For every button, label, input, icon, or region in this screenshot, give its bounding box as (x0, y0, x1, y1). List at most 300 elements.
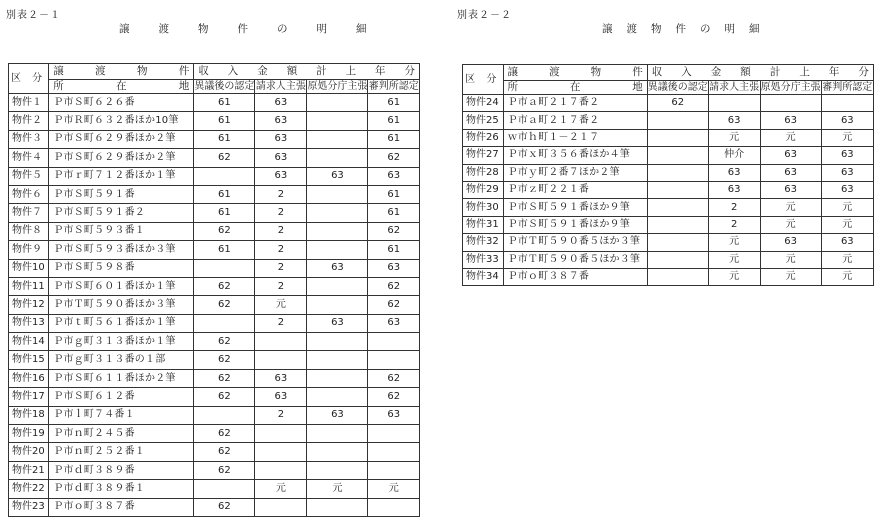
header-char: 計 (769, 66, 781, 79)
cell-location: Ｐ市Ｓ町５９１番ほか９筆 (503, 199, 647, 216)
table-row (9, 425, 420, 443)
cell-tribunal: 62 (368, 388, 420, 406)
header-char: 在 (116, 80, 127, 93)
cell-tribunal (821, 95, 873, 112)
cell-tribunal: 63 (821, 164, 873, 181)
table-row (463, 268, 874, 285)
cell-tribunal: 元 (821, 129, 873, 146)
cell-original: 元 (760, 129, 821, 146)
cell-objection: 61 (194, 241, 255, 259)
table-row (9, 130, 420, 148)
cell-objection: 61 (194, 185, 255, 203)
cell-property-id: 物件18 (9, 406, 49, 424)
cell-claimant: 2 (255, 204, 307, 222)
cell-location: Ｐ市ｔ町５６１番ほか１筆 (49, 314, 194, 332)
cell-objection (194, 406, 255, 424)
transfer-table (8, 63, 420, 517)
cell-original (307, 149, 368, 167)
title-char: 渡 (626, 23, 637, 35)
table-row (9, 314, 420, 332)
cell-claimant: 2 (255, 277, 307, 295)
header-char: 額 (286, 65, 298, 78)
cell-original (307, 277, 368, 295)
cell-location: Ｐ市ｄ町３８９番１ (49, 480, 194, 498)
table-row (463, 234, 874, 251)
table-row (9, 498, 420, 516)
cell-location: Ｐ市ｚ町２２１番 (503, 181, 647, 198)
cell-claimant (255, 443, 307, 461)
cell-property-id: 物件９ (9, 241, 49, 259)
cell-tribunal: 63 (821, 234, 873, 251)
cell-claimant: 63 (708, 164, 760, 181)
table-row (9, 443, 420, 461)
cell-claimant (255, 498, 307, 516)
cell-property-id: 物件３ (9, 130, 49, 148)
table-row (9, 277, 420, 295)
title-char: 渡 (158, 23, 169, 35)
cell-original (307, 94, 368, 112)
page-title (602, 21, 774, 36)
cell-tribunal: 61 (368, 130, 420, 148)
table-row (9, 94, 420, 112)
table-row (9, 241, 420, 259)
cell-property-id: 物件28 (463, 164, 504, 181)
cell-objection (647, 216, 708, 233)
table-row (463, 199, 874, 216)
cell-claimant: 元 (708, 268, 760, 285)
cell-objection: 62 (194, 425, 255, 443)
cell-original: 元 (760, 251, 821, 268)
table-row (463, 129, 874, 146)
cell-location: ｗ市ｈ町１－２１７ (503, 129, 647, 146)
header-char: 入 (227, 65, 239, 78)
cell-tribunal: 元 (821, 216, 873, 233)
cell-objection: 62 (194, 351, 255, 369)
table-row (9, 369, 420, 387)
cell-tribunal: 61 (368, 94, 420, 112)
cell-tribunal: 63 (821, 147, 873, 164)
cell-claimant: 元 (708, 251, 760, 268)
cell-property-id: 物件14 (9, 333, 49, 351)
cell-property-id: 物件33 (463, 251, 504, 268)
cell-original (307, 112, 368, 130)
cell-objection (647, 234, 708, 251)
header-char: 分 (404, 65, 415, 78)
table-row (9, 296, 420, 314)
cell-original: 元 (760, 268, 821, 285)
cell-property-id: 物件34 (463, 268, 504, 285)
title-char: 件 (675, 23, 686, 35)
cell-location: Ｐ市Ｓ町５９３番１ (49, 222, 194, 240)
cell-tribunal: 61 (368, 112, 420, 130)
header-sub-claimant: 請求人主張 (255, 80, 306, 92)
header-char: 年 (375, 65, 386, 78)
cell-tribunal: 63 (368, 314, 420, 332)
cell-location: Ｐ市Ｓ町６１２番 (49, 388, 194, 406)
cell-location: Ｐ市ａ町２１７番２ (503, 95, 647, 112)
cell-property-id: 物件13 (9, 314, 49, 332)
header-char: 所 (507, 81, 519, 94)
cell-property-id: 物件23 (9, 498, 49, 516)
header-amount (647, 65, 873, 81)
sheet-label: 別表２－１ (6, 10, 61, 21)
cell-original (307, 369, 368, 387)
cell-objection: 62 (194, 388, 255, 406)
cell-claimant: 仲介 (708, 147, 760, 164)
cell-objection: 62 (194, 461, 255, 479)
title-char: の (277, 23, 288, 35)
cell-claimant: 2 (255, 222, 307, 240)
header-char: 在 (569, 81, 581, 94)
cell-original (307, 241, 368, 259)
cell-claimant: 2 (255, 314, 307, 332)
cell-location: Ｐ市ｙ町２番７ほか２筆 (503, 164, 647, 181)
table-row (9, 333, 420, 351)
cell-objection: 62 (194, 498, 255, 516)
cell-tribunal: 62 (368, 149, 420, 167)
cell-original (307, 222, 368, 240)
header-item (49, 64, 194, 80)
cell-location: Ｐ市ｎ町２５２番１ (49, 443, 194, 461)
cell-objection: 62 (194, 277, 255, 295)
cell-objection (194, 480, 255, 498)
cell-claimant: 63 (255, 130, 307, 148)
table-row (9, 149, 420, 167)
cell-original (307, 296, 368, 314)
title-char: 譲 (602, 23, 613, 35)
cell-tribunal: 61 (368, 185, 420, 203)
cell-objection (647, 199, 708, 216)
title-char: 譲 (119, 23, 130, 35)
cell-location: Ｐ市ｏ町３８７番 (49, 498, 194, 516)
cell-tribunal: 63 (821, 112, 873, 129)
header-char: 計 (316, 65, 327, 78)
cell-tribunal: 62 (368, 296, 420, 314)
cell-objection (194, 167, 255, 185)
cell-property-id: 物件12 (9, 296, 49, 314)
header-location (503, 81, 647, 95)
cell-tribunal: 63 (368, 167, 420, 185)
cell-tribunal: 61 (368, 204, 420, 222)
cell-original: 63 (760, 181, 821, 198)
cell-location: Ｐ市Ｓ町６２９番ほか２筆 (49, 149, 194, 167)
cell-objection: 62 (194, 149, 255, 167)
header-amount (194, 64, 420, 80)
cell-location: Ｐ市Ｔ町５９０番ほか３筆 (49, 296, 194, 314)
cell-location: Ｐ市Ｓ町６２６番 (49, 94, 194, 112)
cell-objection: 62 (194, 443, 255, 461)
cell-property-id: 物件21 (9, 461, 49, 479)
table-row (463, 216, 874, 233)
cell-original (307, 388, 368, 406)
cell-tribunal: 63 (368, 406, 420, 424)
cell-original (307, 443, 368, 461)
header-char: 渡 (95, 65, 106, 78)
table-row (9, 406, 420, 424)
header-char: 物 (136, 65, 148, 78)
cell-property-id: 物件31 (463, 216, 504, 233)
title-char: 件 (237, 23, 248, 35)
cell-property-id: 物件５ (9, 167, 49, 185)
cell-original: 63 (760, 234, 821, 251)
cell-original: 63 (760, 112, 821, 129)
cell-property-id: 物件８ (9, 222, 49, 240)
cell-location: Ｐ市ｏ町３８７番 (503, 268, 647, 285)
cell-location: Ｐ市ｇ町３１３番の１部 (49, 351, 194, 369)
cell-tribunal: 元 (821, 199, 873, 216)
cell-property-id: 物件19 (9, 425, 49, 443)
cell-location: Ｐ市ｇ町３１３番ほか１筆 (49, 333, 194, 351)
cell-property-id: 物件20 (9, 443, 49, 461)
cell-objection: 61 (194, 204, 255, 222)
cell-tribunal: 62 (368, 222, 420, 240)
cell-location: Ｐ市ｘ町３５６番ほか４筆 (503, 147, 647, 164)
cell-claimant: 63 (255, 167, 307, 185)
cell-objection (647, 268, 708, 285)
cell-objection (194, 259, 255, 277)
header-char: 上 (799, 66, 810, 79)
header-char: 収 (651, 66, 663, 79)
cell-objection (647, 251, 708, 268)
cell-original (307, 130, 368, 148)
cell-objection: 61 (194, 94, 255, 112)
cell-tribunal (368, 498, 420, 516)
cell-property-id: 物件15 (9, 351, 49, 369)
header-sub-tribunal: 審判所認定 (368, 80, 419, 92)
cell-location: Ｐ市Ｔ町５９０番５ほか３筆 (503, 234, 647, 251)
cell-claimant (255, 461, 307, 479)
table-row (9, 222, 420, 240)
cell-objection (647, 147, 708, 164)
title-char: 物 (651, 23, 662, 35)
cell-property-id: 物件17 (9, 388, 49, 406)
cell-objection: 62 (194, 222, 255, 240)
header-sub-objection: 異議後の認定 (194, 80, 255, 92)
cell-location: Ｐ市Ｓ町６２９番ほか２筆 (49, 130, 194, 148)
cell-tribunal: 63 (368, 259, 420, 277)
header-sub-objection: 異議後の認定 (647, 81, 708, 93)
cell-objection (647, 181, 708, 198)
cell-original (307, 351, 368, 369)
cell-objection: 61 (194, 112, 255, 130)
header-char: 年 (828, 66, 840, 79)
table-row (463, 147, 874, 164)
cell-property-id: 物件30 (463, 199, 504, 216)
cell-claimant (255, 333, 307, 351)
header-sub-original: 原処分庁主張 (760, 81, 821, 93)
cell-objection: 62 (647, 95, 708, 112)
cell-objection (647, 129, 708, 146)
cell-property-id: 物件27 (463, 147, 504, 164)
header-char: 地 (632, 81, 643, 94)
transfer-table (462, 64, 874, 286)
cell-claimant: 元 (255, 296, 307, 314)
table-row (9, 351, 420, 369)
table-row (9, 461, 420, 479)
table-row (9, 204, 420, 222)
table-row (463, 251, 874, 268)
table-row (463, 181, 874, 198)
cell-original: 63 (307, 259, 368, 277)
cell-claimant: 63 (255, 388, 307, 406)
cell-objection: 62 (194, 369, 255, 387)
cell-property-id: 物件11 (9, 277, 49, 295)
table-row (9, 388, 420, 406)
cell-original (307, 461, 368, 479)
cell-claimant (255, 351, 307, 369)
cell-tribunal: 元 (821, 251, 873, 268)
header-char: 収 (198, 65, 209, 78)
cell-property-id: 物件22 (9, 480, 49, 498)
cell-tribunal: 61 (368, 241, 420, 259)
cell-property-id: 物件10 (9, 259, 49, 277)
cell-objection: 62 (194, 296, 255, 314)
cell-tribunal: 元 (368, 480, 420, 498)
cell-claimant (708, 95, 760, 112)
header-char: 額 (740, 66, 751, 79)
cell-original: 63 (760, 164, 821, 181)
header-char: 金 (710, 66, 722, 79)
cell-location: Ｐ市Ｓ町５９３番ほか３筆 (49, 241, 194, 259)
cell-property-id: 物件６ (9, 185, 49, 203)
cell-location: Ｐ市Ｓ町５９１番 (49, 185, 194, 203)
cell-tribunal: 元 (821, 268, 873, 285)
header-sub-claimant: 請求人主張 (709, 81, 760, 93)
cell-original: 63 (307, 167, 368, 185)
header-kubun: 区 分 (463, 65, 504, 95)
header-sub-tribunal: 審判所認定 (822, 81, 873, 93)
cell-location: Ｐ市Ｓ町５９１番ほか９筆 (503, 216, 647, 233)
cell-claimant: 2 (255, 406, 307, 424)
cell-claimant (255, 425, 307, 443)
cell-tribunal (368, 425, 420, 443)
cell-claimant: 2 (255, 185, 307, 203)
header-char: 入 (681, 66, 692, 79)
cell-original: 63 (307, 406, 368, 424)
cell-tribunal (368, 443, 420, 461)
cell-objection: 62 (194, 333, 255, 351)
cell-location: Ｐ市Ｒ町６３２番ほか10筆 (49, 112, 194, 130)
header-item (503, 65, 647, 81)
cell-tribunal: 63 (821, 181, 873, 198)
cell-claimant: 63 (708, 112, 760, 129)
cell-location: Ｐ市ｌ町７４番１ (49, 406, 194, 424)
header-char: 物 (590, 66, 602, 79)
cell-original (760, 95, 821, 112)
cell-original: 63 (760, 147, 821, 164)
header-char: 譲 (507, 66, 519, 79)
cell-location: Ｐ市Ｓ町５９８番 (49, 259, 194, 277)
cell-property-id: 物件１ (9, 94, 49, 112)
cell-property-id: 物件26 (463, 129, 504, 146)
header-char: 地 (178, 80, 190, 93)
title-char: 明 (316, 23, 327, 35)
cell-property-id: 物件32 (463, 234, 504, 251)
header-char: 所 (53, 80, 64, 93)
cell-claimant: 元 (708, 234, 760, 251)
title-char: の (700, 23, 711, 35)
cell-tribunal (368, 333, 420, 351)
header-kubun: 区 分 (9, 64, 49, 94)
cell-tribunal (368, 351, 420, 369)
cell-claimant: 63 (255, 369, 307, 387)
table-row (463, 95, 874, 112)
cell-objection (647, 164, 708, 181)
page-title (119, 21, 396, 36)
header-sub-original: 原処分庁主張 (307, 80, 368, 92)
cell-tribunal: 62 (368, 277, 420, 295)
cell-location: Ｐ市Ｓ町６０１番ほか１筆 (49, 277, 194, 295)
cell-original: 元 (307, 480, 368, 498)
header-char: 上 (345, 65, 357, 78)
cell-claimant: 2 (255, 259, 307, 277)
cell-location: Ｐ市ａ町２１７番２ (503, 112, 647, 129)
cell-location: Ｐ市ｒ町７１２番ほか１筆 (49, 167, 194, 185)
header-location (49, 80, 194, 94)
cell-property-id: 物件29 (463, 181, 504, 198)
table-row (9, 185, 420, 203)
cell-property-id: 物件24 (463, 95, 504, 112)
cell-tribunal: 62 (368, 369, 420, 387)
cell-original (307, 498, 368, 516)
cell-location: Ｐ市ｎ町２４５番 (49, 425, 194, 443)
cell-claimant: 63 (255, 112, 307, 130)
header-char: 金 (257, 65, 268, 78)
cell-location: Ｐ市Ｔ町５９０番５ほか３筆 (503, 251, 647, 268)
cell-original (307, 333, 368, 351)
cell-location: Ｐ市Ｓ町６１１番ほか２筆 (49, 369, 194, 387)
cell-original (307, 185, 368, 203)
cell-claimant: 元 (255, 480, 307, 498)
cell-claimant: 2 (708, 199, 760, 216)
cell-claimant: 2 (255, 241, 307, 259)
header-char: 渡 (549, 66, 560, 79)
table-row (9, 259, 420, 277)
cell-objection: 61 (194, 130, 255, 148)
cell-original: 元 (760, 216, 821, 233)
cell-original: 63 (307, 314, 368, 332)
sheet-label: 別表２－２ (457, 10, 512, 21)
table-row (463, 112, 874, 129)
header-char: 譲 (53, 65, 64, 78)
cell-location: Ｐ市Ｓ町５９１番２ (49, 204, 194, 222)
cell-tribunal (368, 461, 420, 479)
header-char: 分 (858, 66, 869, 79)
cell-claimant: 63 (708, 181, 760, 198)
header-char: 件 (178, 65, 190, 78)
title-char: 細 (356, 23, 367, 35)
cell-property-id: 物件２ (9, 112, 49, 130)
table-row (9, 167, 420, 185)
table-row (463, 164, 874, 181)
cell-original (307, 425, 368, 443)
title-char: 細 (749, 23, 760, 35)
cell-property-id: 物件25 (463, 112, 504, 129)
cell-claimant: 元 (708, 129, 760, 146)
table-row (9, 480, 420, 498)
cell-objection (194, 314, 255, 332)
cell-location: Ｐ市ｄ町３８９番 (49, 461, 194, 479)
cell-claimant: 63 (255, 149, 307, 167)
cell-property-id: 物件４ (9, 149, 49, 167)
header-char: 件 (632, 66, 643, 79)
cell-original (307, 204, 368, 222)
cell-objection (647, 112, 708, 129)
cell-property-id: 物件７ (9, 204, 49, 222)
title-char: 物 (198, 23, 209, 35)
title-char: 明 (724, 23, 735, 35)
cell-claimant: 63 (255, 94, 307, 112)
